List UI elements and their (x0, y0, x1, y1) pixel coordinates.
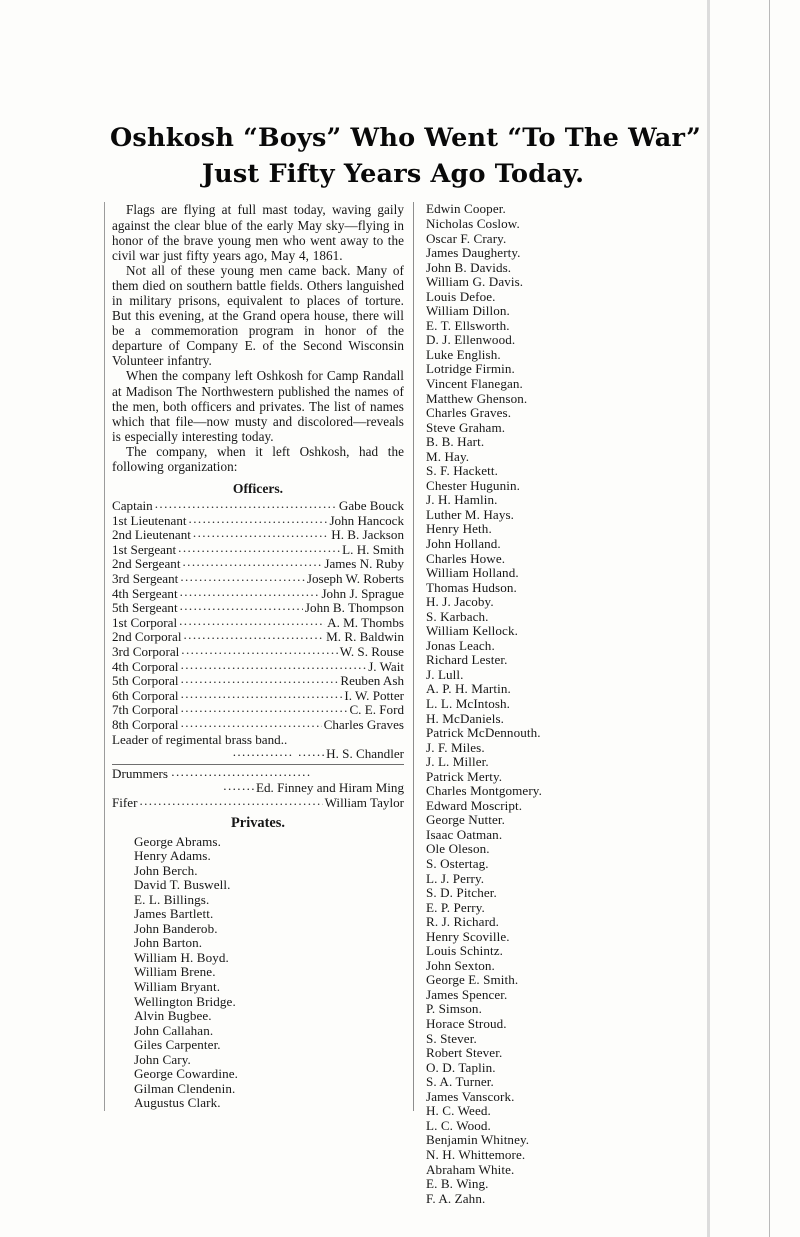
list-item: Richard Lester. (426, 652, 508, 668)
list-item: Henry Scoville. (426, 928, 510, 944)
list-item: P. Simson. (426, 1001, 482, 1017)
officer-name: I. W. Potter (344, 687, 404, 703)
privates-heading: Privates. (231, 814, 285, 831)
dot-leader (183, 628, 324, 643)
list-item: Patrick McDennouth. (426, 725, 541, 741)
list-item: James Daugherty. (426, 245, 521, 261)
drummers-label: Drummers (112, 765, 169, 781)
dot-leader (181, 658, 367, 673)
list-item: Edwin Cooper. (426, 201, 506, 217)
list-item: L. J. Perry. (426, 870, 485, 886)
list-item: Louis Defoe. (426, 288, 496, 304)
newspaper-clipping (104, 120, 701, 1206)
officer-name: John Hancock (329, 512, 404, 528)
officer-name: C. E. Ford (349, 702, 404, 718)
officers-roster (112, 499, 404, 810)
list-item: Edward Moscript. (426, 797, 523, 813)
officer-name: Charles Graves (323, 717, 404, 732)
headline-line-1: Oshkosh “Boys” Who Went “To The War” (110, 123, 701, 153)
list-item: Matthew Ghenson. (426, 390, 528, 406)
headline-line-2: Just Fifty Years Ago Today. (201, 159, 585, 190)
list-item: George E. Smith. (426, 972, 519, 988)
officer-name: Joseph W. Roberts (306, 571, 404, 587)
list-item: H. McDaniels. (426, 710, 505, 726)
list-item: Abraham White. (426, 1161, 515, 1177)
list-item: S. Stever. (426, 1030, 477, 1046)
officer-name: Reuben Ash (340, 673, 404, 689)
article-paragraph: Not all of these young men came back. Many of them died on southern battle fields. Others languished in military prisons, equivalent to places of torture. But this evening, at the Grand opera house, there will be a commemoration program in honor of the departure of Company E. of the Second Wisconsin Volunteer infantry. (112, 262, 404, 369)
list-item: L. L. McIntosh. (426, 696, 511, 711)
dot-leader (181, 672, 339, 687)
list-item: A. P. H. Martin. (426, 681, 511, 697)
list-item: Henry Heth. (426, 521, 492, 537)
drummers-names: Ed. Finney and Hiram Ming (255, 780, 404, 796)
list-item: J. Lull. (426, 666, 464, 682)
dot-leader (180, 570, 305, 585)
list-item: John Banderob. (134, 920, 218, 936)
list-item: Gilman Clendenin. (134, 1080, 236, 1096)
officer-rank: 5th Sergeant (112, 600, 178, 616)
dot-leader: ............. ...... (232, 744, 327, 760)
list-item: David T. Buswell. (134, 877, 231, 893)
list-item: Charles Howe. (426, 550, 506, 566)
list-item: John Callahan. (134, 1022, 214, 1038)
officer-rank: 4th Sergeant (112, 585, 178, 601)
list-item: B. B. Hart. (426, 434, 485, 450)
list-item: Luke English. (426, 346, 501, 362)
officer-name: John J. Sprague (321, 585, 404, 601)
list-item: William H. Boyd. (134, 949, 229, 965)
list-item: Jonas Leach. (426, 637, 495, 653)
list-item: E. P. Perry. (426, 899, 485, 915)
fifer-row (112, 796, 404, 811)
list-item: L. C. Wood. (426, 1117, 491, 1133)
dot-leader (183, 555, 323, 570)
privates-list-right (425, 202, 682, 1206)
list-item: Henry Adams. (134, 848, 211, 864)
officer-rank: 4th Corporal (112, 658, 179, 674)
privates-list-left (112, 835, 404, 1111)
officer-rank: 3rd Corporal (112, 644, 180, 660)
officer-row (112, 718, 404, 733)
officer-rank: 3rd Sergeant (112, 571, 179, 587)
officer-rank: 2nd Lieutenant (112, 527, 191, 543)
list-item: R. J. Richard. (426, 914, 500, 930)
list-item: O. D. Taplin. (426, 1059, 496, 1075)
officer-name: H. B. Jackson (331, 527, 404, 543)
dot-leader (180, 599, 303, 614)
list-item: John Cary. (134, 1051, 191, 1067)
list-item: J. H. Hamlin. (426, 492, 498, 508)
list-item: John Barton. (134, 935, 203, 951)
list-item: Chester Hugunin. (426, 477, 520, 493)
officer-name: L. H. Smith (342, 541, 404, 557)
list-item: Patrick Merty. (426, 768, 503, 784)
band-leader-row (112, 744, 404, 762)
list-item: Steve Graham. (426, 419, 506, 435)
list-item: George Nutter. (426, 812, 505, 828)
page-title (104, 120, 701, 202)
list-item: Thomas Hudson. (426, 579, 517, 595)
list-item: Wellington Bridge. (134, 993, 236, 1009)
list-item: J. F. Miles. (426, 739, 485, 755)
dot-leader: .............................. (171, 763, 312, 779)
scan-artifact-line (707, 0, 710, 1237)
list-item: Ole Oleson. (426, 841, 490, 857)
article-paragraph: Flags are flying at full mast today, waving gaily against the clear blue of the early May sky—flying in honor of the brave young men who went away to the civil war just fifty years ago, May 4, 1861. (112, 202, 404, 263)
list-item: E. L. Billings. (134, 891, 210, 907)
dot-leader: ....... (223, 778, 256, 794)
officer-rank: 2nd Corporal (112, 629, 182, 645)
officer-rank: 5th Corporal (112, 673, 179, 689)
band-leader-name: H. S. Chandler (326, 746, 404, 762)
list-item: James Bartlett. (134, 906, 214, 922)
list-item: Luther M. Hays. (426, 506, 515, 522)
list-item: Oscar F. Crary. (426, 230, 507, 246)
list-item: N. H. Whittemore. (426, 1146, 526, 1162)
list-item: E. T. Ellsworth. (426, 317, 510, 333)
list-item: William Brene. (134, 964, 216, 980)
list-item: Giles Carpenter. (134, 1037, 221, 1053)
list-item: Charles Graves. (426, 405, 512, 421)
list-item: H. J. Jacoby. (426, 594, 494, 610)
list-item: Lotridge Firmin. (426, 361, 515, 377)
officer-rank: 1st Corporal (112, 614, 178, 630)
list-item: John Holland. (426, 535, 501, 551)
officer-name: J. Wait (368, 658, 404, 674)
dot-leader (178, 541, 340, 556)
officer-name: W. S. Rouse (339, 644, 404, 660)
list-item: William Bryant. (134, 979, 221, 995)
article-paragraph: When the company left Oshkosh for Camp Randall at Madison The Northwestern published the names of the men, both officers and privates. The list of names which that file—now musty and discolored—reveals is especially interesting today. (112, 368, 404, 444)
list-item: George Abrams. (134, 833, 221, 849)
list-item: John B. Davids. (426, 259, 512, 275)
dot-leader (193, 526, 329, 541)
fifer-rank: Fifer (112, 794, 138, 810)
list-item: Augustus Clark. (134, 1095, 221, 1111)
scan-artifact-line (769, 0, 770, 1237)
list-item: Robert Stever. (426, 1045, 503, 1061)
officers-heading: Officers. (232, 481, 284, 497)
list-item: S. Karbach. (426, 608, 489, 624)
officer-rank: 1st Lieutenant (112, 512, 187, 528)
list-item: Isaac Oatman. (426, 826, 503, 842)
list-item: S. F. Hackett. (426, 463, 498, 479)
list-item: M. Hay. (426, 448, 470, 464)
dot-leader (181, 687, 343, 702)
list-item: Benjamin Whitney. (426, 1132, 530, 1148)
list-item: S. A. Turner. (426, 1074, 494, 1090)
dot-leader (189, 512, 328, 527)
list-item: Vincent Flanegan. (426, 375, 523, 391)
dot-leader (180, 585, 320, 600)
list-item: John Berch. (134, 862, 198, 878)
list-item: Louis Schintz. (426, 943, 504, 959)
dot-leader (139, 794, 322, 809)
dot-leader (179, 614, 325, 629)
dot-leader (181, 643, 337, 658)
list-item: J. L. Miller. (426, 754, 489, 770)
list-item: F. A. Zahn. (426, 1190, 486, 1206)
list-item: Nicholas Coslow. (426, 215, 520, 231)
officer-rank: 1st Sergeant (112, 541, 177, 557)
drummers-label-row (112, 763, 404, 782)
list-item: Charles Montgomery. (426, 783, 542, 799)
article-columns (104, 202, 682, 1206)
officer-rank: 7th Corporal (112, 702, 179, 718)
officer-rank: 6th Corporal (112, 687, 179, 703)
officer-name: John B. Thompson (304, 600, 404, 616)
band-leader-label: Leader of regimental brass band.. (112, 731, 288, 747)
list-item: S. D. Pitcher. (426, 885, 497, 901)
dot-leader (155, 497, 337, 512)
list-item: William Kellock. (426, 623, 518, 639)
officer-name: Gabe Bouck (338, 498, 404, 514)
article-paragraph: The company, when it left Oshkosh, had the following organization: (112, 443, 404, 474)
dot-leader (181, 716, 322, 731)
list-item: James Vanscork. (426, 1088, 515, 1104)
list-item: Horace Stroud. (426, 1016, 507, 1032)
list-item: H. C. Weed. (426, 1103, 491, 1119)
dot-leader (181, 701, 348, 716)
officer-rank: 2nd Sergeant (112, 556, 181, 572)
right-column (414, 202, 682, 1206)
list-item: S. Ostertag. (426, 856, 489, 872)
list-item: E. B. Wing. (426, 1176, 489, 1192)
officer-name: James N. Ruby (324, 556, 404, 572)
list-item: William Dillon. (426, 303, 510, 319)
officer-rank: 8th Corporal (112, 717, 179, 732)
list-item: James Spencer. (426, 986, 508, 1002)
list-item: Alvin Bugbee. (134, 1008, 212, 1024)
list-item: John Sexton. (426, 957, 495, 973)
list-item: William G. Davis. (426, 274, 524, 290)
list-item: William Holland. (426, 565, 519, 581)
officer-name: M. R. Baldwin (326, 629, 404, 645)
list-item: George Cowardine. (134, 1066, 238, 1082)
list-item: D. J. Ellenwood. (426, 332, 516, 348)
left-column (104, 202, 414, 1111)
fifer-name: William Taylor (324, 794, 404, 810)
officer-rank: Captain (112, 498, 153, 514)
officer-name: A. M. Thombs (327, 614, 404, 630)
